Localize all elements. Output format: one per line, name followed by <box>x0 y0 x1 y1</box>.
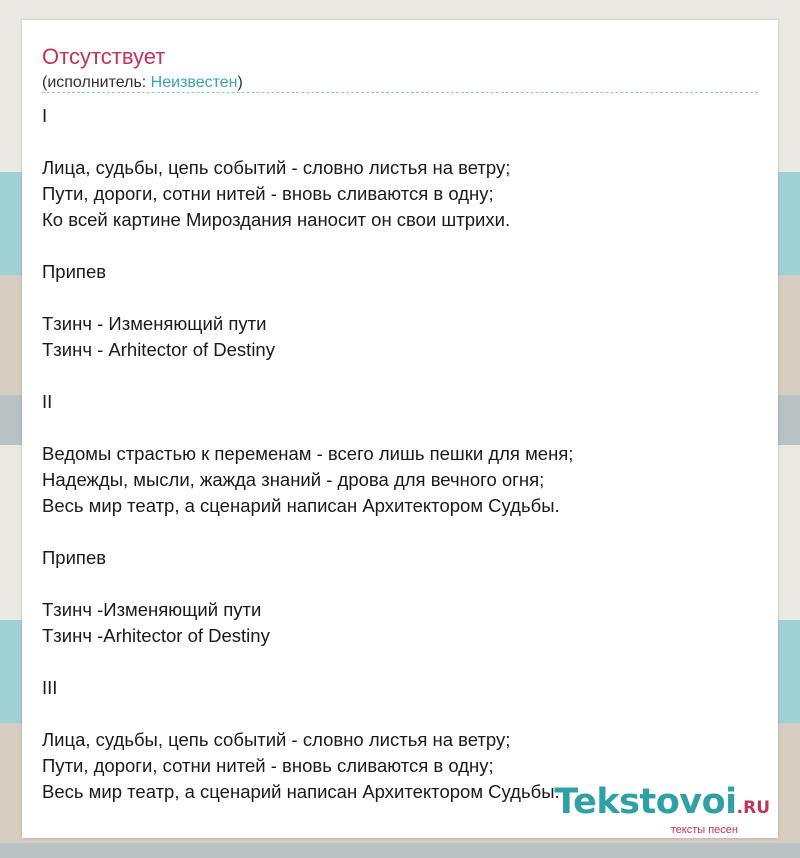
artist-prefix: (исполнитель: <box>42 74 151 91</box>
lyric-line: Надежды, мысли, жажда знаний - дрова для вечного огня; <box>42 469 545 490</box>
lyrics-text <box>42 103 758 805</box>
blank-line <box>42 649 758 675</box>
song-title: Отсутствует <box>42 44 166 69</box>
logo-tld: .RU <box>736 798 770 818</box>
lyric-line: III <box>42 677 58 698</box>
blank-line <box>42 571 758 597</box>
blank-line <box>42 519 758 545</box>
lyric-line: Весь мир театр, а сценарий написан Архитектором Судьбы. <box>42 781 560 802</box>
logo-wordmark <box>554 784 770 826</box>
artist-suffix: ) <box>237 74 243 91</box>
lyric-line: Пути, дороги, сотни нитей - вновь сливаются в одну; <box>42 755 494 776</box>
site-logo[interactable] <box>554 784 770 836</box>
lyric-line: Тзинч -Arhitector of Destiny <box>42 625 270 646</box>
lyric-line: Пути, дороги, сотни нитей - вновь сливаются в одну; <box>42 183 494 204</box>
artist-line <box>42 73 243 93</box>
blank-line <box>42 285 758 311</box>
lyric-line: Припев <box>42 547 107 568</box>
blank-line <box>42 233 758 259</box>
lyric-line: I <box>42 105 48 126</box>
blank-line <box>42 363 758 389</box>
title-divider <box>42 92 758 93</box>
blank-line <box>42 415 758 441</box>
background-band <box>0 843 800 858</box>
lyric-line: Ведомы страстью к переменам - всего лишь пешки для меня; <box>42 443 574 464</box>
lyric-line: Ко всей картине Мироздания наносит он свои штрихи. <box>42 209 511 230</box>
lyric-line: Лица, судьбы, цепь событий - словно листья на ветру; <box>42 729 511 750</box>
lyric-line: Лица, судьбы, цепь событий - словно листья на ветру; <box>42 157 511 178</box>
lyric-line: Тзинч -Изменяющий пути <box>42 599 262 620</box>
logo-main-text: Tekstovoi <box>554 782 737 822</box>
artist-link[interactable]: Неизвестен <box>150 74 238 91</box>
blank-line <box>42 701 758 727</box>
lyric-line: Тзинч - Arhitector of Destiny <box>42 339 275 360</box>
lyrics-card <box>22 20 778 838</box>
logo-subtitle: тексты песен <box>670 824 738 836</box>
blank-line <box>42 129 758 155</box>
lyric-line: Весь мир театр, а сценарий написан Архитектором Судьбы. <box>42 495 560 516</box>
lyric-line: Тзинч - Изменяющий пути <box>42 313 267 334</box>
lyric-line: II <box>42 391 53 412</box>
lyric-line: Припев <box>42 261 107 282</box>
